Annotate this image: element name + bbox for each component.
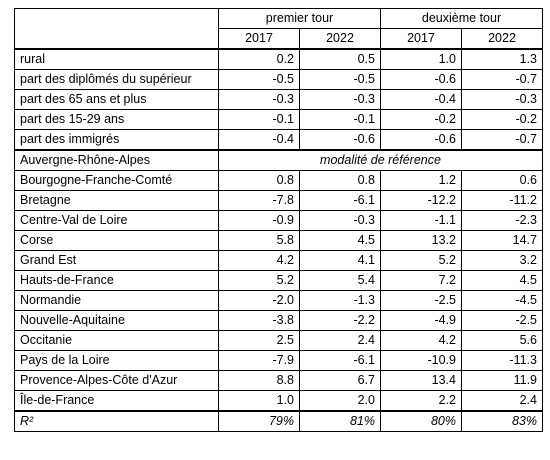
value-cell: 1.0	[219, 391, 300, 412]
value-cell: 5.4	[300, 271, 381, 291]
row-label: part des diplômés du supérieur	[15, 70, 219, 90]
value-cell: -2.5	[381, 291, 462, 311]
value-cell: 2.2	[381, 391, 462, 412]
row-label: Nouvelle-Aquitaine	[15, 311, 219, 331]
region-row	[15, 351, 543, 371]
value-cell: 83%	[462, 411, 543, 432]
value-cell: 80%	[381, 411, 462, 432]
value-cell: -6.1	[300, 191, 381, 211]
value-cell: -0.2	[381, 110, 462, 130]
value-cell: -2.5	[462, 311, 543, 331]
value-cell: -0.9	[219, 211, 300, 231]
row-label: Corse	[15, 231, 219, 251]
value-cell: 8.8	[219, 371, 300, 391]
value-cell: -1.3	[300, 291, 381, 311]
value-cell: 2.5	[219, 331, 300, 351]
value-cell: -7.8	[219, 191, 300, 211]
value-cell: 4.2	[219, 251, 300, 271]
value-cell: 4.1	[300, 251, 381, 271]
value-cell: 5.2	[381, 251, 462, 271]
value-cell: 1.0	[381, 49, 462, 70]
header-year-cell: 2017	[381, 29, 462, 50]
row-label: part des immigrés	[15, 130, 219, 151]
region-row	[15, 371, 543, 391]
value-cell: -0.3	[300, 211, 381, 231]
value-cell: -4.9	[381, 311, 462, 331]
value-cell: 7.2	[381, 271, 462, 291]
value-cell: 1.2	[381, 171, 462, 191]
variable-row	[15, 49, 543, 70]
value-cell: -2.3	[462, 211, 543, 231]
value-cell: 81%	[300, 411, 381, 432]
reference-note: modalité de référence	[219, 150, 543, 171]
value-cell: -0.1	[300, 110, 381, 130]
header-year-cell: 2022	[462, 29, 543, 50]
value-cell: -12.2	[381, 191, 462, 211]
value-cell: 0.8	[300, 171, 381, 191]
header-row-groups	[15, 9, 543, 29]
value-cell: -0.3	[300, 90, 381, 110]
value-cell: -0.3	[462, 90, 543, 110]
value-cell: 11.9	[462, 371, 543, 391]
value-cell: -0.6	[381, 130, 462, 151]
region-row	[15, 211, 543, 231]
value-cell: 5.6	[462, 331, 543, 351]
value-cell: -11.2	[462, 191, 543, 211]
region-row	[15, 331, 543, 351]
row-label: Centre-Val de Loire	[15, 211, 219, 231]
header-year-cell: 2022	[300, 29, 381, 50]
value-cell: 6.7	[300, 371, 381, 391]
value-cell: -0.5	[300, 70, 381, 90]
row-label: Provence-Alpes-Côte d'Azur	[15, 371, 219, 391]
region-row	[15, 231, 543, 251]
value-cell: -0.6	[300, 130, 381, 151]
value-cell: -0.2	[462, 110, 543, 130]
row-label: part des 15-29 ans	[15, 110, 219, 130]
variable-row	[15, 70, 543, 90]
header-corner-cell	[15, 9, 219, 50]
value-cell: -1.1	[381, 211, 462, 231]
region-row	[15, 391, 543, 412]
row-label: Pays de la Loire	[15, 351, 219, 371]
row-label: Bourgogne-Franche-Comté	[15, 171, 219, 191]
value-cell: -0.3	[219, 90, 300, 110]
header-year-cell: 2017	[219, 29, 300, 50]
region-row	[15, 251, 543, 271]
value-cell: -0.4	[219, 130, 300, 151]
row-label: part des 65 ans et plus	[15, 90, 219, 110]
value-cell: -4.5	[462, 291, 543, 311]
value-cell: -0.6	[381, 70, 462, 90]
row-label: rural	[15, 49, 219, 70]
row-label: Grand Est	[15, 251, 219, 271]
region-row	[15, 291, 543, 311]
region-row	[15, 311, 543, 331]
value-cell: 3.2	[462, 251, 543, 271]
variable-row	[15, 110, 543, 130]
variable-row	[15, 90, 543, 110]
value-cell: -10.9	[381, 351, 462, 371]
regression-table	[14, 8, 543, 432]
value-cell: 5.8	[219, 231, 300, 251]
value-cell: -11.3	[462, 351, 543, 371]
value-cell: 2.4	[300, 331, 381, 351]
value-cell: -6.1	[300, 351, 381, 371]
table-body	[15, 9, 543, 432]
value-cell: 4.5	[462, 271, 543, 291]
value-cell: -2.0	[219, 291, 300, 311]
reference-row	[15, 150, 543, 171]
value-cell: -0.1	[219, 110, 300, 130]
value-cell: 79%	[219, 411, 300, 432]
row-label: Auvergne-Rhône-Alpes	[15, 150, 219, 171]
variable-row	[15, 130, 543, 151]
value-cell: 0.5	[300, 49, 381, 70]
header-premier-tour: premier tour	[219, 9, 381, 29]
value-cell: -0.7	[462, 130, 543, 151]
value-cell: -0.4	[381, 90, 462, 110]
row-label: R²	[15, 411, 219, 432]
value-cell: 0.2	[219, 49, 300, 70]
r2-row	[15, 411, 543, 432]
row-label: Normandie	[15, 291, 219, 311]
region-row	[15, 271, 543, 291]
region-row	[15, 171, 543, 191]
row-label: Bretagne	[15, 191, 219, 211]
value-cell: 2.0	[300, 391, 381, 412]
header-deuxieme-tour: deuxième tour	[381, 9, 543, 29]
value-cell: 4.5	[300, 231, 381, 251]
row-label: Occitanie	[15, 331, 219, 351]
value-cell: 2.4	[462, 391, 543, 412]
value-cell: 5.2	[219, 271, 300, 291]
value-cell: 1.3	[462, 49, 543, 70]
value-cell: -7.9	[219, 351, 300, 371]
value-cell: 13.2	[381, 231, 462, 251]
row-label: Île-de-France	[15, 391, 219, 412]
value-cell: 0.8	[219, 171, 300, 191]
value-cell: 13.4	[381, 371, 462, 391]
value-cell: -2.2	[300, 311, 381, 331]
value-cell: 0.6	[462, 171, 543, 191]
value-cell: 14.7	[462, 231, 543, 251]
value-cell: -0.5	[219, 70, 300, 90]
value-cell: 4.2	[381, 331, 462, 351]
region-row	[15, 191, 543, 211]
value-cell: -0.7	[462, 70, 543, 90]
row-label: Hauts-de-France	[15, 271, 219, 291]
value-cell: -3.8	[219, 311, 300, 331]
